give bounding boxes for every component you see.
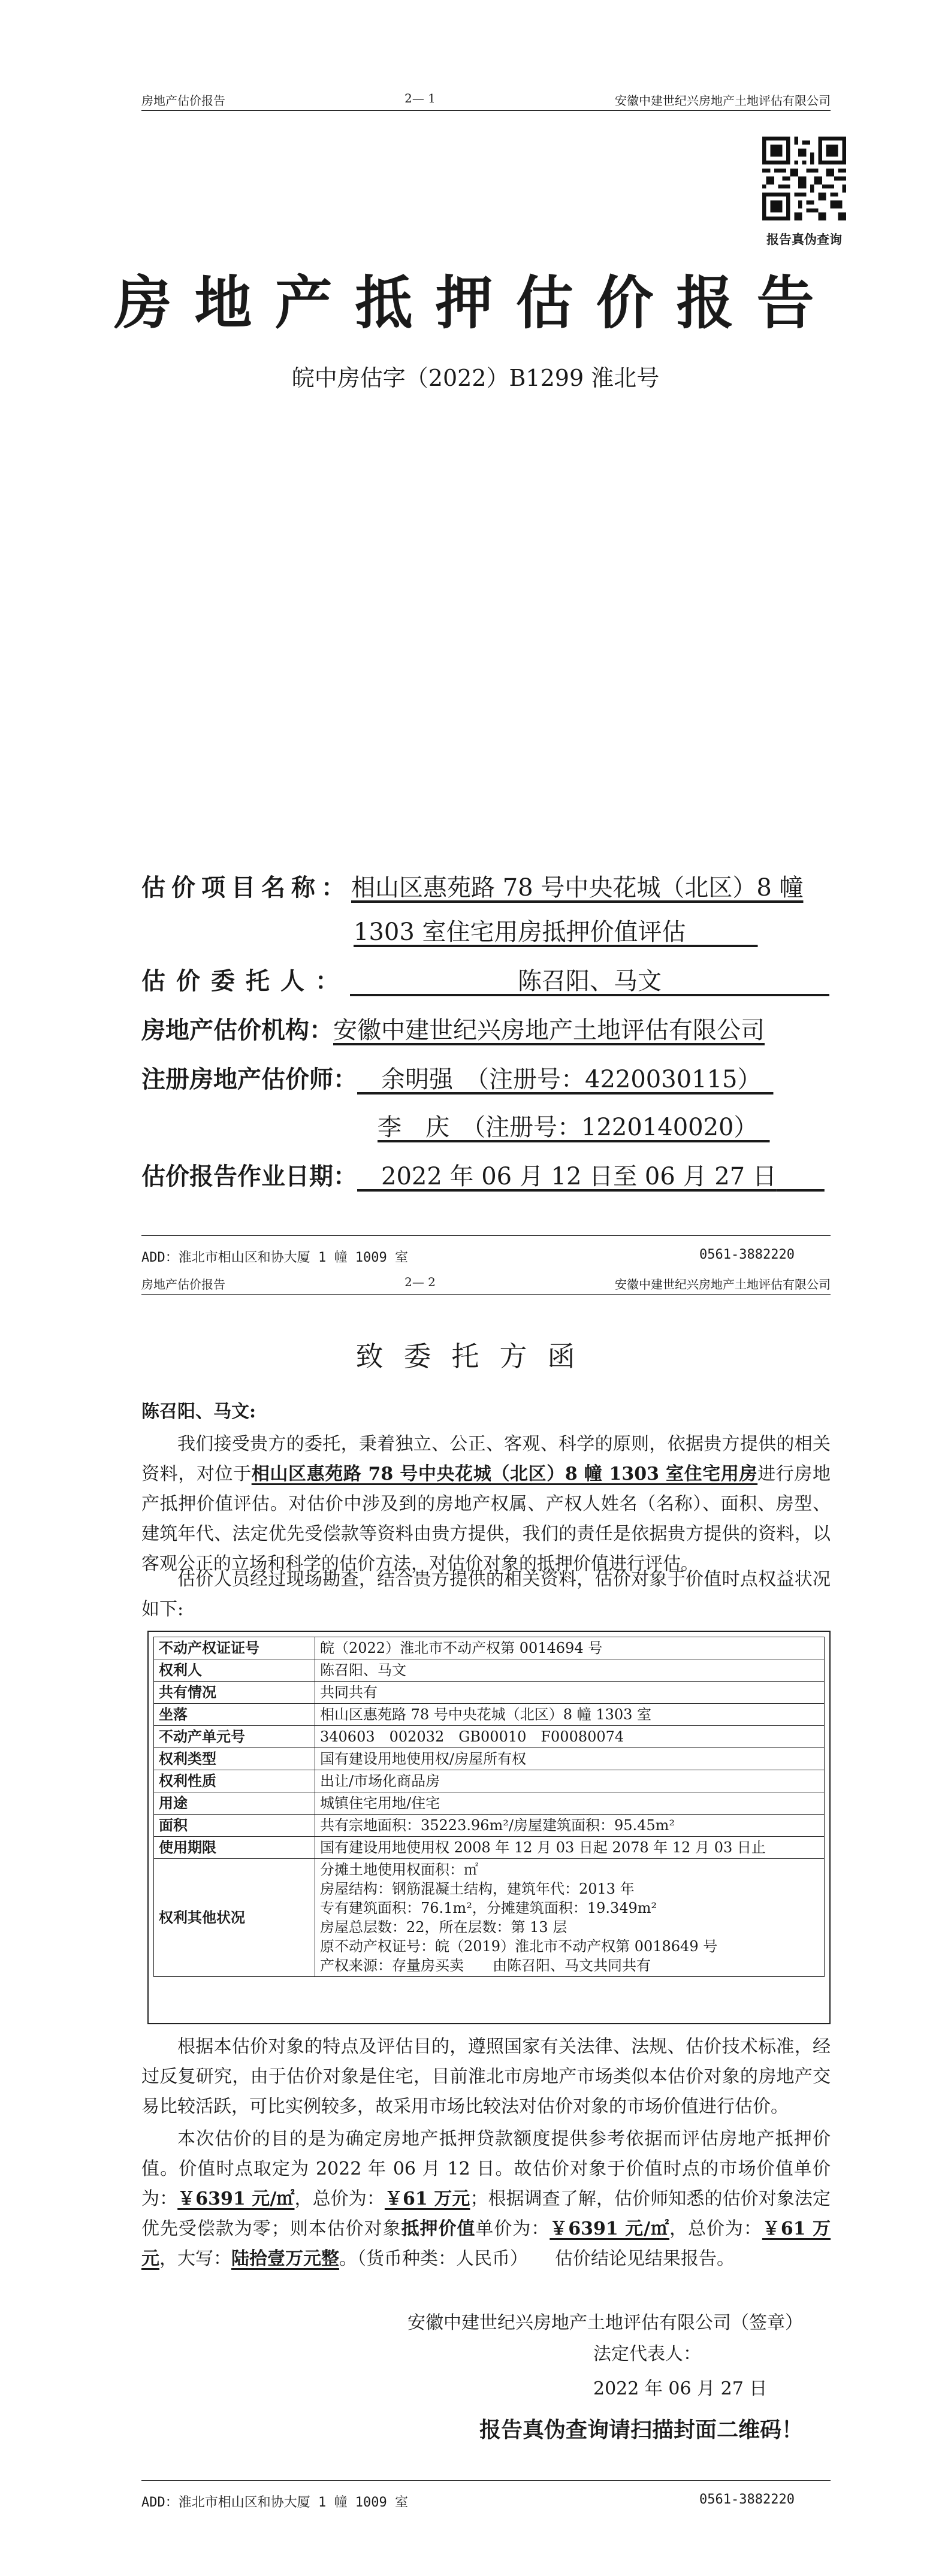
- header-left: 房地产估价报告: [141, 93, 225, 108]
- table-row: [154, 1770, 825, 1792]
- table-value-line: 专有建筑面积：76.1m²，分摊建筑面积：19.349m²: [320, 1900, 657, 1916]
- page1-footer: [141, 1247, 831, 1266]
- table-row: [154, 1704, 825, 1726]
- table-value: [315, 1682, 825, 1704]
- value-paragraph: 本次估价的目的是为确定房地产抵押贷款额度提供参考依据而评估房地产抵押价值。价值时点取定为 2022 年 06 月 12 日。故估价对象于价值时点的市场价值单价为：￥6391 元/㎡，总价为：￥61 万元；根据调查了解，估价师知悉的估价对象法定优先受偿款为零；则本估价对象抵押价值单价为：￥6391 元/㎡，总价为：￥61 万元，大写：陆拾壹万元整。（货币种类：人民币） 估价结论见结果报告。: [141, 2128, 831, 2269]
- date-label: 估价报告作业日期：: [141, 1162, 357, 1190]
- table-value-line: 城镇住宅用地/住宅: [320, 1795, 440, 1812]
- report-title: 房地产抵押估价报告: [114, 269, 837, 337]
- legal-representative: 法定代表人：: [593, 2344, 701, 2365]
- table-row: [154, 1859, 825, 1977]
- qr-code-icon[interactable]: [762, 137, 846, 220]
- table-value: [315, 1637, 825, 1659]
- table-value-line: 房屋总层数：22，所在层数：第 13 层: [320, 1919, 567, 1936]
- appraiser-2: 李 庆 （注册号：1220140020）: [378, 1114, 746, 1141]
- table-value-line: 房屋结构：钢筋混凝土结构，建筑年代：2013 年: [320, 1880, 635, 1897]
- header-company: 安徽中建世纪兴房地产土地评估有限公司: [615, 93, 831, 108]
- header-page-number: 2— 2: [404, 1275, 436, 1289]
- agency-row: [141, 1011, 765, 1045]
- client-row: [141, 962, 829, 996]
- appraiser-row-2: [378, 1108, 770, 1142]
- appraiser-row: [141, 1060, 774, 1095]
- date-row: [141, 1157, 825, 1192]
- header-rule: [141, 110, 831, 111]
- project-row: [141, 869, 804, 903]
- page2-header: [141, 1275, 831, 1292]
- header-left: 房地产估价报告: [141, 1277, 225, 1292]
- table-key: 权利类型: [154, 1748, 315, 1770]
- table-key: 共有情况: [154, 1682, 315, 1704]
- footer-rule: [141, 1235, 831, 1236]
- footer-phone: 0561-3882220: [699, 2492, 795, 2507]
- table-value: [315, 1859, 825, 1977]
- page2-footer: [141, 2492, 831, 2511]
- agency-value: 安徽中建世纪兴房地产土地评估有限公司: [333, 1017, 765, 1044]
- mortgage-total-price: ￥61 万元: [141, 2218, 831, 2269]
- table-value: [315, 1792, 825, 1815]
- table-value: [315, 1815, 825, 1837]
- unit-price: ￥6391 元/㎡: [177, 2188, 295, 2209]
- rights-table: [153, 1637, 825, 1977]
- client-label: 估价委托人：: [141, 967, 350, 995]
- table-row: [154, 1815, 825, 1837]
- table-row: [154, 1682, 825, 1704]
- mortgage-unit-price: ￥6391 元/㎡: [550, 2218, 670, 2239]
- footer-address: ADD：淮北市相山区和协大厦 1 幢 1009 室: [141, 1250, 408, 1265]
- table-key: 权利人: [154, 1659, 315, 1682]
- table-value-line: 相山区惠苑路 78 号中央花城（北区）8 幢 1303 室: [320, 1706, 652, 1723]
- intro-paragraph: 我们接受贵方的委托，秉着独立、公正、客观、科学的原则，依据贵方提供的相关资料，对位于相山区惠苑路 78 号中央花城（北区）8 幢 1303 室住宅用房进行房地产抵押价值评估。对估价中涉及到的房地产权属、产权人姓名（名称）、面积、房型、建筑年代、法定优先受偿款等资料由贵方提供，我们的责任是依据贵方提供的资料，以客观公正的立场和科学的估价方法，对估价对象的抵押价值进行评估。: [141, 1434, 831, 1574]
- total-price: ￥61 万元: [384, 2188, 470, 2209]
- header-company: 安徽中建世纪兴房地产土地评估有限公司: [615, 1277, 831, 1292]
- table-value-line: 皖（2022）淮北市不动产权第 0014694 号: [320, 1640, 603, 1656]
- method-paragraph: 根据本估价对象的特点及评估目的，遵照国家有关法律、法规、估价技术标准，经过反复研究，由于估价对象是住宅，目前淮北市房地产市场类似本估价对象的房地产交易比较活跃，可比实例较多，故采用市场比较法对估价对象的市场价值进行估价。: [141, 2036, 831, 2117]
- table-value-line: 产权来源：存量房买卖 由陈召阳、马文共同共有: [320, 1957, 651, 1974]
- table-key: 坐落: [154, 1704, 315, 1726]
- table-value-line: 陈召阳、马文: [320, 1662, 406, 1679]
- footer-address: ADD：淮北市相山区和协大厦 1 幢 1009 室: [141, 2495, 408, 2510]
- letter-title: 致委托方函: [355, 1340, 596, 1372]
- table-row: [154, 1792, 825, 1815]
- project-value-cont: 1303 室住宅用房抵押价值评估: [354, 918, 686, 946]
- table-value: [315, 1659, 825, 1682]
- inspection-paragraph: 估价人员经过现场勘查，结合贵方提供的相关资料，估价对象于价值时点权益状况如下:: [141, 1569, 831, 1620]
- table-key: 不动产单元号: [154, 1726, 315, 1748]
- table-key: 权利性质: [154, 1770, 315, 1792]
- appraiser-1: 余明强 （注册号：4220030115）: [381, 1066, 750, 1093]
- footer-rule: [141, 2480, 831, 2481]
- appraiser-label: 注册房地产估价师：: [141, 1065, 357, 1093]
- project-row-2: [354, 913, 758, 947]
- table-row: [154, 1837, 825, 1859]
- table-value: [315, 1726, 825, 1748]
- table-value: [315, 1704, 825, 1726]
- table-value: [315, 1770, 825, 1792]
- table-key: 用途: [154, 1792, 315, 1815]
- salutation: 陈召阳、马文:: [141, 1401, 256, 1422]
- header-page-number: 2— 1: [404, 91, 436, 105]
- table-value-line: 原不动产权证号：皖（2019）淮北市不动产权第 0018649 号: [320, 1938, 718, 1955]
- table-value-line: 共同共有: [320, 1684, 378, 1701]
- table-value-line: 出让/市场化商品房: [320, 1773, 440, 1789]
- date-value: 2022 年 06 月 12 日至 06 月 27 日: [381, 1163, 777, 1190]
- verification-notice: 报告真伪查询请扫描封面二维码！: [479, 2417, 804, 2442]
- page1-header: [141, 91, 831, 108]
- table-key: 面积: [154, 1815, 315, 1837]
- amount-in-words: 陆拾壹万元整: [231, 2248, 339, 2269]
- header-rule: [141, 1294, 831, 1295]
- table-key: 不动产权证证号: [154, 1637, 315, 1659]
- qr-caption: 报告真伪查询: [766, 232, 842, 247]
- signing-date: 2022 年 06 月 27 日: [593, 2378, 768, 2399]
- project-value: 相山区惠苑路 78 号中央花城（北区）8 幢: [351, 874, 804, 902]
- table-value-line: 共有宗地面积：35223.96m²/房屋建筑面积：95.45m²: [320, 1817, 675, 1834]
- report-number: 皖中房估字（2022）B1299 淮北号: [291, 365, 660, 391]
- client-value: 陈召阳、马文: [518, 967, 662, 995]
- agency-label: 房地产估价机构：: [141, 1016, 333, 1044]
- table-value: [315, 1837, 825, 1859]
- table-key: 权利其他状况: [154, 1859, 315, 1977]
- table-value-line: 国有建设用地使用权 2008 年 12 月 03 日起 2078 年 12 月 03 日止: [320, 1839, 766, 1856]
- table-key: 使用期限: [154, 1837, 315, 1859]
- table-row: [154, 1637, 825, 1659]
- property-address: 相山区惠苑路 78 号中央花城（北区）8 幢 1303 室住宅用房: [251, 1464, 758, 1484]
- table-value-line: 国有建设用地使用权/房屋所有权: [320, 1750, 527, 1767]
- table-value-line: 分摊土地使用权面积：㎡: [320, 1861, 478, 1878]
- table-value: [315, 1748, 825, 1770]
- table-row: [154, 1726, 825, 1748]
- table-row: [154, 1748, 825, 1770]
- signing-company: 安徽中建世纪兴房地产土地评估有限公司（签章）: [407, 2312, 803, 2333]
- table-row: [154, 1659, 825, 1682]
- footer-phone: 0561-3882220: [699, 1247, 795, 1262]
- table-value-line: 340603 002032 GB00010 F00080074: [320, 1728, 624, 1745]
- project-label: 估价项目名称：: [141, 873, 351, 902]
